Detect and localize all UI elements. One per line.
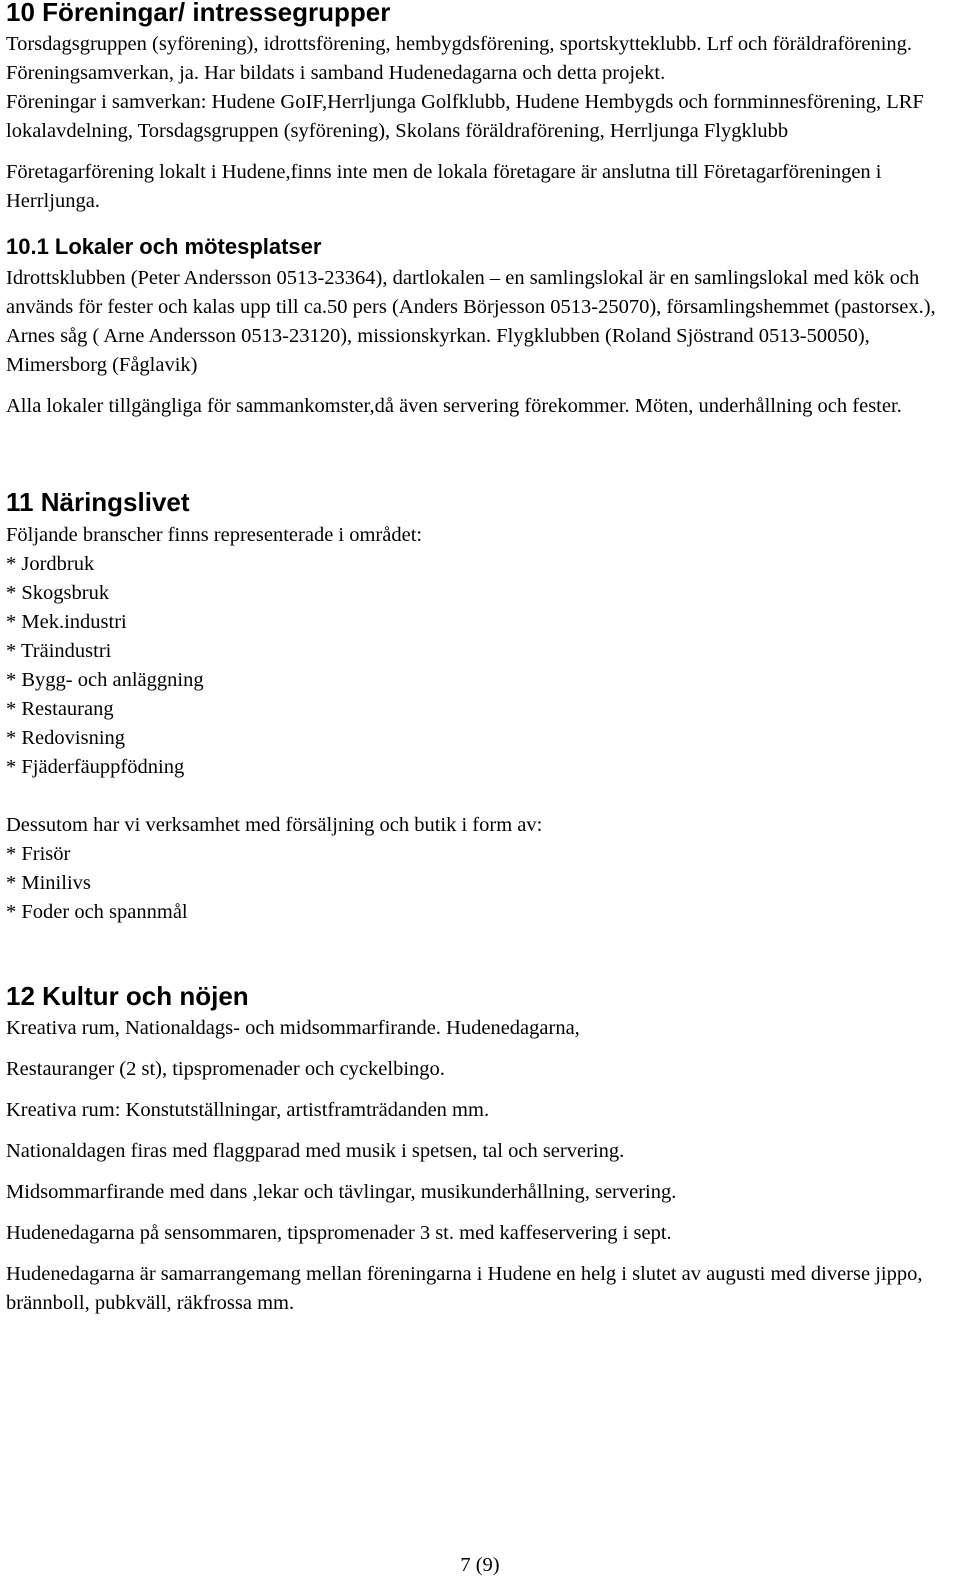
list-item: * Jordbruk [6, 553, 95, 575]
s12-paragraph-4: Nationaldagen firas med flaggparad med musik i spetsen, tal och servering. [6, 1140, 625, 1162]
s10-1-paragraph-1: Idrottsklubben (Peter Andersson 0513-23364), dartlokalen – en samlingslokal är en samlingslokal med kök och används för fester och kalas upp till ca.50 pers (Anders Börjesson 0513-25070), församlingshemmet (pastorsex.), Arnes såg ( Arne Andersson 0513-23120), missionskyrkan. Flygklubben (Roland Sjöstrand 0513-50050), Mimersborg (Fåglavik) [6, 267, 936, 376]
document-page [6, 0, 956, 1318]
section-10-heading: 10 Föreningar/ intressegrupper [6, 0, 391, 27]
s10-paragraph-3: Föreningar i samverkan: Hudene GoIF,Herrljunga Golfklubb, Hudene Hembygds och fornminnesförening, LRF lokalavdelning, Torsdagsgruppen (syförening), Skolans föräldraförening, Herrljunga Flygklubb [6, 91, 924, 142]
list-item: * Träindustri [6, 640, 112, 662]
page-number: 7 (9) [460, 1554, 500, 1576]
list-item: * Restaurang [6, 698, 114, 720]
shop-list [6, 840, 956, 927]
s12-paragraph-5: Midsommarfirande med dans ,lekar och tävlingar, musikunderhållning, servering. [6, 1181, 677, 1203]
s11-intro-2: Dessutom har vi verksamhet med försäljning och butik i form av: [6, 814, 543, 836]
list-item: * Foder och spannmål [6, 901, 188, 923]
list-item: * Frisör [6, 843, 71, 865]
s10-paragraph-1: Torsdagsgruppen (syförening), idrottsförening, hembygdsförening, sportskytteklubb. Lrf och föräldraförening. [6, 33, 913, 55]
list-item: * Minilivs [6, 872, 91, 894]
s12-paragraph-3: Kreativa rum: Konstutställningar, artistframträdanden mm. [6, 1099, 490, 1121]
s11-intro: Följande branscher finns representerade i området: [6, 524, 423, 546]
list-item: * Bygg- och anläggning [6, 669, 204, 691]
s10-1-paragraph-2: Alla lokaler tillgängliga för sammankomster,då även servering förekommer. Möten, underhållning och fester. [6, 395, 902, 417]
s12-paragraph-2: Restauranger (2 st), tipspromenader och cyckelbingo. [6, 1058, 445, 1080]
list-item: * Mek.industri [6, 611, 127, 633]
section-10-1-heading: 10.1 Lokaler och mötesplatser [6, 234, 322, 259]
branch-list [6, 550, 956, 782]
s10-paragraph-4: Företagarförening lokalt i Hudene,finns inte men de lokala företagare är anslutna till Företagarföreningen i Herrljunga. [6, 161, 882, 212]
section-12-heading: 12 Kultur och nöjen [6, 981, 249, 1011]
s10-paragraph-2: Föreningsamverkan, ja. Har bildats i samband Hudenedagarna och detta projekt. [6, 62, 666, 84]
list-item: * Fjäderfäuppfödning [6, 756, 185, 778]
list-item: * Redovisning [6, 727, 126, 749]
s12-paragraph-7: Hudenedagarna är samarrangemang mellan föreningarna i Hudene en helg i slutet av augusti med diverse jippo, brännboll, pubkväll, räkfrossa mm. [6, 1263, 923, 1314]
s12-paragraph-1: Kreativa rum, Nationaldags- och midsommarfirande. Hudenedagarna, [6, 1017, 580, 1039]
s12-paragraph-6: Hudenedagarna på sensommaren, tipspromenader 3 st. med kaffeservering i sept. [6, 1222, 672, 1244]
section-11-heading: 11 Näringslivet [6, 487, 190, 517]
list-item: * Skogsbruk [6, 582, 110, 604]
